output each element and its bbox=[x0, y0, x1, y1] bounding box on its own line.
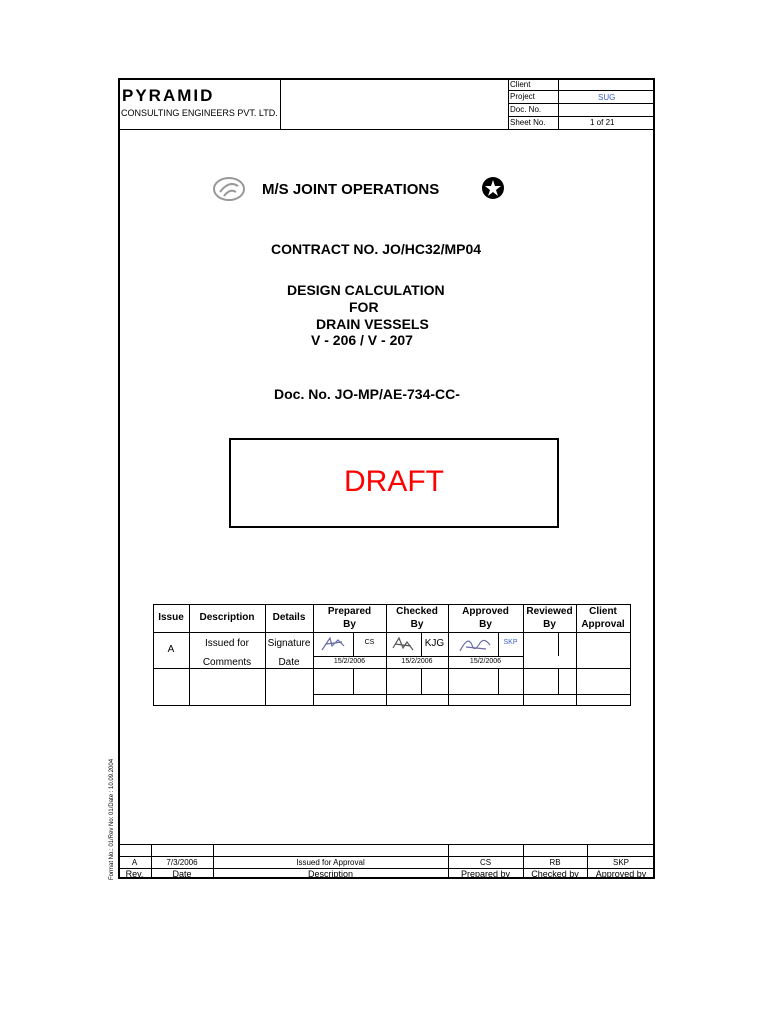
rev-prepared-label: Prepared by bbox=[460, 869, 511, 879]
info-row-line-1 bbox=[508, 90, 655, 91]
header-issue: Issue bbox=[158, 612, 184, 623]
approved-initials: SKP bbox=[503, 639, 518, 646]
header-vline-2 bbox=[508, 78, 509, 130]
sheet-value: 1 of 21 bbox=[590, 118, 615, 127]
rev-checked-label: Checked by bbox=[531, 869, 579, 879]
drain-vessels-line: DRAIN VESSELS bbox=[316, 316, 429, 332]
rev-date-label: Date bbox=[172, 869, 192, 879]
prepared-date: 15/2/2006 bbox=[333, 658, 366, 665]
joint-operations-left-logo-icon bbox=[212, 176, 246, 202]
info-row-line-3 bbox=[508, 116, 655, 117]
client-label: Client bbox=[510, 80, 531, 89]
rev-checked-value: RB bbox=[549, 858, 561, 867]
header-divider bbox=[118, 129, 655, 130]
checked-date: 15/2/2006 bbox=[401, 658, 433, 665]
header-vline-3 bbox=[558, 78, 559, 130]
header-details: Details bbox=[272, 612, 306, 623]
rev-approved-label: Approved by bbox=[595, 869, 647, 879]
header-description: Description bbox=[199, 612, 255, 623]
design-calc-line: DESIGN CALCULATION bbox=[287, 282, 445, 298]
star-logo-icon bbox=[481, 176, 505, 200]
vessel-tags-line: V - 206 / V - 207 bbox=[311, 332, 413, 348]
checked-initials: KJG bbox=[424, 638, 445, 649]
header-vline-1 bbox=[280, 78, 281, 130]
project-value: SUG bbox=[598, 93, 616, 102]
header-approved-by: Approved By bbox=[462, 606, 509, 630]
rev-description-label: Description bbox=[307, 869, 354, 879]
header-reviewed-by: Reviewed By bbox=[526, 606, 573, 630]
issue-value: A bbox=[167, 644, 175, 655]
approved-signature-icon bbox=[456, 633, 494, 655]
checked-signature-icon bbox=[389, 634, 419, 654]
contract-number: CONTRACT NO. JO/HC32/MP04 bbox=[271, 241, 482, 257]
sheetno-label: Sheet No. bbox=[510, 118, 546, 127]
header-checked-by: Checked By bbox=[396, 606, 438, 630]
prepared-initials: CS bbox=[364, 639, 375, 646]
rev-description-value: Issued for Approval bbox=[296, 858, 365, 867]
company-name: CONSULTING ENGINEERS PVT. LTD. bbox=[121, 108, 278, 118]
rev-prepared-value: CS bbox=[479, 858, 492, 867]
header-prepared-by: Prepared By bbox=[327, 606, 372, 630]
rev-value: A bbox=[131, 858, 138, 867]
details-signature: Signature bbox=[267, 638, 311, 649]
prepared-signature-icon bbox=[318, 634, 350, 654]
draft-stamp-text: DRAFT bbox=[344, 465, 444, 498]
issue-desc-line1: Issued for bbox=[205, 638, 249, 649]
for-line: FOR bbox=[349, 299, 379, 315]
rev-date-value: 7/3/2006 bbox=[166, 858, 198, 867]
project-label: Project bbox=[510, 92, 535, 101]
rev-approved-value: SKP bbox=[612, 858, 629, 867]
document-number: Doc. No. JO-MP/AE-734-CC- bbox=[274, 386, 460, 402]
company-logo: PYRAMID bbox=[122, 86, 215, 105]
details-date: Date bbox=[278, 657, 300, 668]
format-side-note: Format No.: 01/Rev No: 01/Date : 10.09.2004 bbox=[109, 758, 115, 880]
issue-desc-line2: Comments bbox=[202, 657, 252, 668]
joint-operations-title: M/S JOINT OPERATIONS bbox=[262, 181, 440, 198]
docno-label: Doc. No. bbox=[510, 105, 542, 114]
info-row-line-2 bbox=[508, 103, 655, 104]
approved-date: 15/2/2006 bbox=[469, 658, 502, 665]
draft-stamp-box bbox=[229, 438, 559, 528]
rev-label: Rev. bbox=[125, 869, 144, 879]
header-client-approval: Client Approval bbox=[581, 606, 625, 630]
